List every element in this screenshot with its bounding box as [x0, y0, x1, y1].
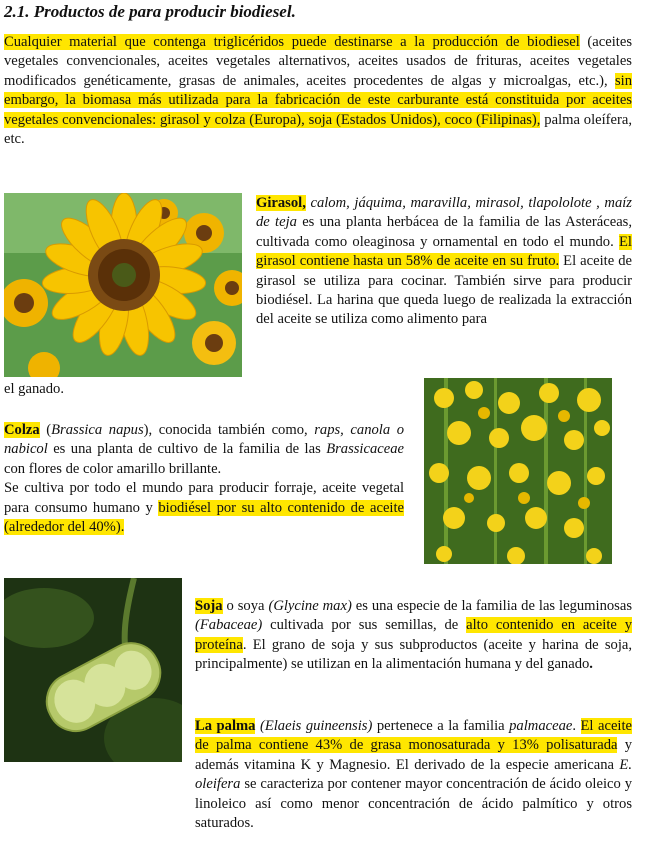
section-title: 2.1. Productos de para producir biodiesel.: [4, 2, 296, 21]
intro-paragraph: Cualquier material que contenga triglicéridos puede destinarse a la producción de biodiesel (aceites vegetales convencionales, aceites vegetales alternativos, aceites usados de frituras, aceites vegetales modificados genéticamente, grasas de animales, aceites procedentes de algas y microalgas, etc.), sin embargo, la biomasa más utilizada para la fabricación de este carburante está constituida por aceites vegetales convencionales: girasol y colza (Europa), soja (Estados Unidos), coco (Filipinas), palma oleífera, etc.: [4, 34, 632, 148]
girasol-paragraph: Girasol, calom, jáquima, maravilla, mirasol, tlapololote , maíz de teja es una planta herbácea de la familia de las Asteráceas, cultivada como oleaginosa y ornamental en todo el mundo. El girasol contiene hasta un 58% de aceite en su fruto. El aceite de girasol se utiliza para cocinar. También sirve para producir biodiésel. La harina que queda luego de realizada la extracción del aceite se utiliza como alimento para: [256, 195, 633, 328]
soy-image: [4, 578, 182, 762]
girasol-tail: el ganado.: [4, 381, 64, 397]
colza-image: [424, 378, 612, 564]
palma-paragraph: La palma (Elaeis guineensis) pertenece a la familia palmaceae. El aceite de palma contiene 43% de grasa monosaturada y 13% polisaturada y además vitamina K y Magnesio. El derivado de la especie americana E. oleifera se caracteriza por contener mayor concentración de ácido oleico y linoleico así como menor concentración de ácido palmítico y otros saturados.: [195, 718, 633, 832]
soja-paragraph: Soja o soya (Glycine max) es una especie de la familia de las leguminosas (Fabaceae) cultivada por sus semillas, de alto contenido en aceite y proteína. El grano de soja y sus subproductos (aceite y harina de soja, principalmente) se utilizan en la alimentación humana y del ganado.: [195, 598, 633, 673]
sunflower-image: [4, 193, 242, 377]
colza-paragraph: Colza (Brassica napus), conocida también como, raps, canola o nabicol es una planta de cultivo de la familia de las Brassicaceae con flores de color amarillo brillante. Se cultiva por todo el mundo para producir forraje, aceite vegetal para consumo humano y biodiésel por su alto contenido de aceite (alrededor del 40%).: [4, 422, 405, 536]
